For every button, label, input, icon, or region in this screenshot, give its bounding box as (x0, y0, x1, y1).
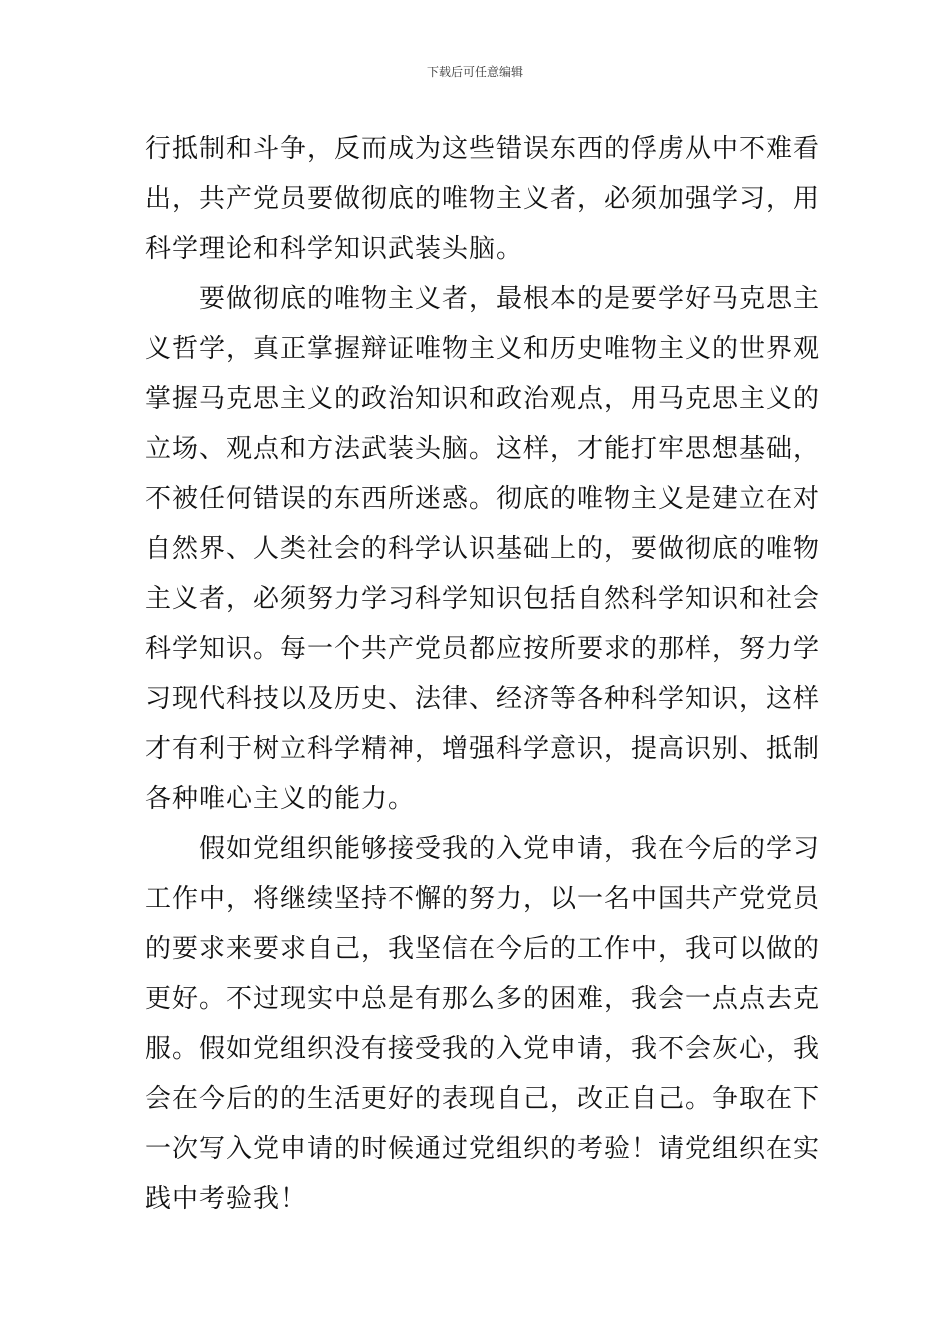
text-line: 会在今后的的生活更好的表现自己，改正自己。争取在下 (145, 1084, 821, 1114)
text-line: 的要求来要求自己，我坚信在今后的工作中，我可以做的 (145, 934, 821, 964)
text-line: 义哲学，真正掌握辩证唯物主义和历史唯物主义的世界观 (145, 334, 821, 364)
text-line: 才有利于树立科学精神，增强科学意识，提高识别、抵制 (145, 734, 821, 764)
text-line: 掌握马克思主义的政治知识和政治观点，用马克思主义的 (145, 384, 821, 414)
text-line: 假如党组织能够接受我的入党申请，我在今后的学习 (199, 834, 821, 864)
text-line: 习现代科技以及历史、法律、经济等各种科学知识，这样 (145, 684, 821, 714)
text-line: 行抵制和斗争，反而成为这些错误东西的俘虏从中不难看 (145, 134, 821, 164)
text-line: 更好。不过现实中总是有那么多的困难，我会一点点去克 (145, 984, 821, 1014)
text-line: 工作中，将继续坚持不懈的努力，以一名中国共产党党员 (145, 884, 821, 914)
text-line: 立场、观点和方法武装头脑。这样，才能打牢思想基础， (145, 434, 821, 464)
text-line: 科学知识。每一个共产党员都应按所要求的那样，努力学 (145, 634, 821, 664)
text-line: 服。假如党组织没有接受我的入党申请，我不会灰心，我 (145, 1034, 821, 1064)
text-line: 践中考验我！ (145, 1184, 308, 1214)
text-line: 要做彻底的唯物主义者，最根本的是要学好马克思主 (199, 284, 821, 314)
text-line: 不被任何错误的东西所迷惑。彻底的唯物主义是建立在对 (145, 484, 821, 514)
text-line: 自然界、人类社会的科学认识基础上的，要做彻底的唯物 (145, 534, 821, 564)
text-line: 主义者，必须努力学习科学知识包括自然科学知识和社会 (145, 584, 821, 614)
text-line: 各种唯心主义的能力。 (145, 784, 416, 814)
text-line: 科学理论和科学知识武装头脑。 (145, 234, 524, 264)
page-header: 下载后可任意编辑 (426, 65, 523, 79)
text-line: 一次写入党申请的时候通过党组织的考验！请党组织在实 (145, 1134, 821, 1164)
text-line: 出，共产党员要做彻底的唯物主义者，必须加强学习，用 (145, 184, 821, 214)
document-body (145, 124, 821, 1224)
